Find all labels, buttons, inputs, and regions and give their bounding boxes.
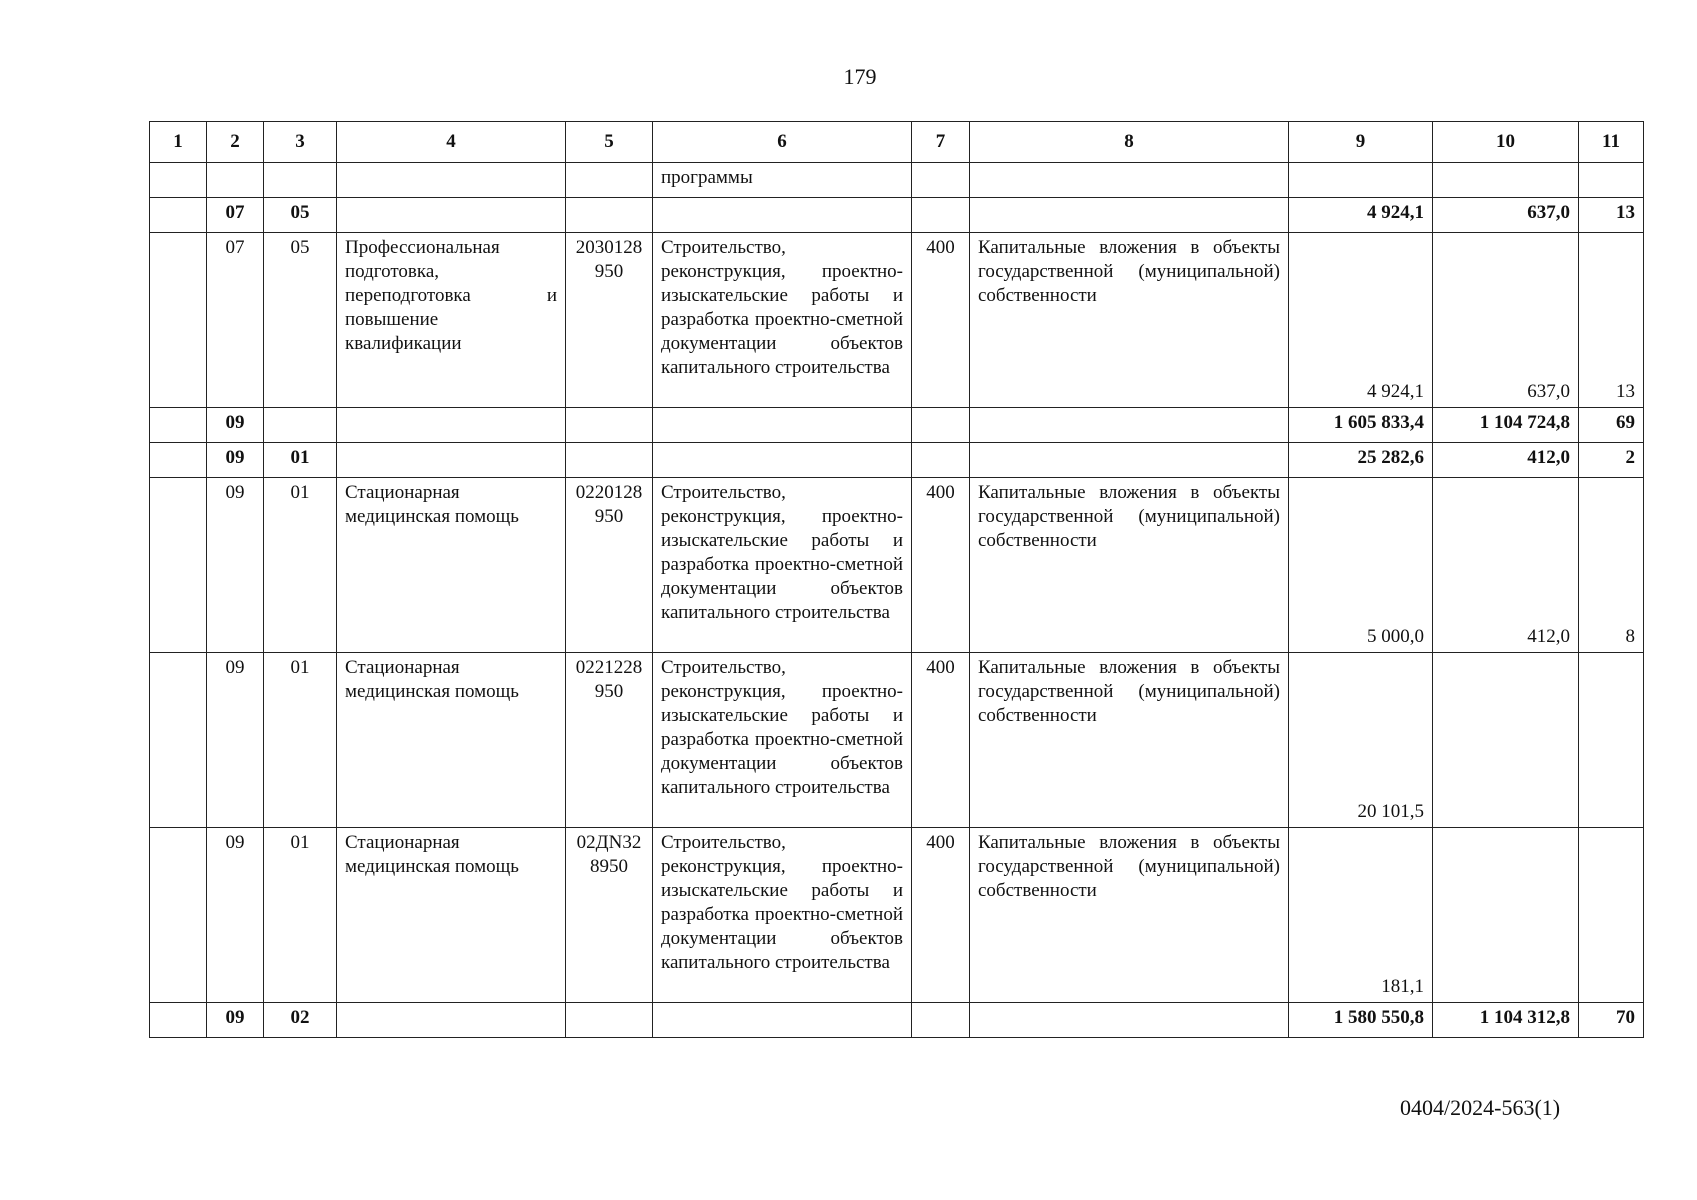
cell-amount-9: 4 924,1 [1289, 198, 1433, 233]
cell-percent: 70 [1579, 1003, 1644, 1038]
cell-subsection: 02 [264, 1003, 337, 1038]
column-header: 1 [150, 122, 207, 163]
table-row [150, 653, 1644, 828]
cell-subsection: 01 [264, 478, 337, 653]
column-header: 10 [1433, 122, 1579, 163]
cell-amount-10 [1433, 653, 1579, 828]
cell-expense-type: программы [653, 163, 912, 198]
cell-section: 09 [207, 1003, 264, 1038]
cell-subsection-name: Стационарная медицинская помощь [337, 828, 566, 1003]
cell-percent: 8 [1579, 478, 1644, 653]
cell-section: 09 [207, 408, 264, 443]
table-row [150, 1003, 1644, 1038]
cell-percent [1579, 828, 1644, 1003]
cell-amount-9: 181,1 [1289, 828, 1433, 1003]
cell-section: 09 [207, 443, 264, 478]
cell-amount-10: 412,0 [1433, 478, 1579, 653]
cell-amount-9: 4 924,1 [1289, 233, 1433, 408]
column-header: 6 [653, 122, 912, 163]
table-row [150, 233, 1644, 408]
cell-expense-type: Строительство, реконструкция, проектно-изыскательские работы и разработка проектно-сметной документации объектов капитального строительства [653, 828, 912, 1003]
cell-expense-type: Строительство, реконструкция, проектно-изыскательские работы и разработка проектно-сметной документации объектов капитального строительства [653, 478, 912, 653]
cell-amount-10: 637,0 [1433, 198, 1579, 233]
column-header: 3 [264, 122, 337, 163]
cell-expense-group: Капитальные вложения в объекты государственной (муниципальной) собственности [970, 828, 1289, 1003]
column-header: 4 [337, 122, 566, 163]
cell-percent: 13 [1579, 233, 1644, 408]
cell-expense-group: Капитальные вложения в объекты государственной (муниципальной) собственности [970, 233, 1289, 408]
table-row [150, 163, 1644, 198]
column-header: 8 [970, 122, 1289, 163]
cell-amount-10: 1 104 312,8 [1433, 1003, 1579, 1038]
cell-percent [1579, 653, 1644, 828]
cell-expense-code: 400 [912, 233, 970, 408]
table-row [150, 443, 1644, 478]
cell-target-article: 2030128950 [566, 233, 653, 408]
cell-subsection: 01 [264, 443, 337, 478]
column-header: 9 [1289, 122, 1433, 163]
cell-amount-9: 25 282,6 [1289, 443, 1433, 478]
cell-amount-10 [1433, 828, 1579, 1003]
cell-subsection: 01 [264, 653, 337, 828]
cell-amount-9: 1 605 833,4 [1289, 408, 1433, 443]
cell-expense-type: Строительство, реконструкция, проектно-изыскательские работы и разработка проектно-сметной документации объектов капитального строительства [653, 233, 912, 408]
column-header: 11 [1579, 122, 1644, 163]
cell-amount-9: 5 000,0 [1289, 478, 1433, 653]
table-row [150, 198, 1644, 233]
document-code: 0404/2024-563(1) [1400, 1095, 1561, 1120]
cell-expense-group: Капитальные вложения в объекты государственной (муниципальной) собственности [970, 478, 1289, 653]
cell-expense-type: Строительство, реконструкция, проектно-изыскательские работы и разработка проектно-сметной документации объектов капитального строительства [653, 653, 912, 828]
cell-target-article: 0220128950 [566, 478, 653, 653]
cell-target-article: 02ДN328950 [566, 828, 653, 1003]
cell-section: 09 [207, 478, 264, 653]
cell-amount-9: 20 101,5 [1289, 653, 1433, 828]
cell-percent: 13 [1579, 198, 1644, 233]
cell-expense-group: Капитальные вложения в объекты государственной (муниципальной) собственности [970, 653, 1289, 828]
cell-subsection: 05 [264, 198, 337, 233]
page-number: 179 [843, 64, 877, 89]
cell-subsection-name: Стационарная медицинская помощь [337, 478, 566, 653]
table-row [150, 478, 1644, 653]
cell-subsection: 05 [264, 233, 337, 408]
cell-subsection-name: Стационарная медицинская помощь [337, 653, 566, 828]
cell-section: 07 [207, 233, 264, 408]
column-header: 5 [566, 122, 653, 163]
table-row [150, 408, 1644, 443]
cell-subsection-name: Профессиональная подготовка, переподготовка и повышение квалификации [337, 233, 566, 408]
cell-subsection [264, 408, 337, 443]
budget-table [149, 121, 1644, 1038]
cell-percent: 69 [1579, 408, 1644, 443]
cell-amount-10: 637,0 [1433, 233, 1579, 408]
cell-percent: 2 [1579, 443, 1644, 478]
cell-section: 09 [207, 653, 264, 828]
cell-section: 09 [207, 828, 264, 1003]
cell-target-article: 0221228950 [566, 653, 653, 828]
table-row [150, 828, 1644, 1003]
cell-amount-10: 1 104 724,8 [1433, 408, 1579, 443]
cell-section: 07 [207, 198, 264, 233]
column-header: 7 [912, 122, 970, 163]
cell-amount-10: 412,0 [1433, 443, 1579, 478]
cell-amount-9: 1 580 550,8 [1289, 1003, 1433, 1038]
cell-expense-code: 400 [912, 478, 970, 653]
column-header: 2 [207, 122, 264, 163]
table-header-row [150, 122, 1644, 163]
cell-subsection: 01 [264, 828, 337, 1003]
cell-expense-code: 400 [912, 653, 970, 828]
cell-expense-code: 400 [912, 828, 970, 1003]
